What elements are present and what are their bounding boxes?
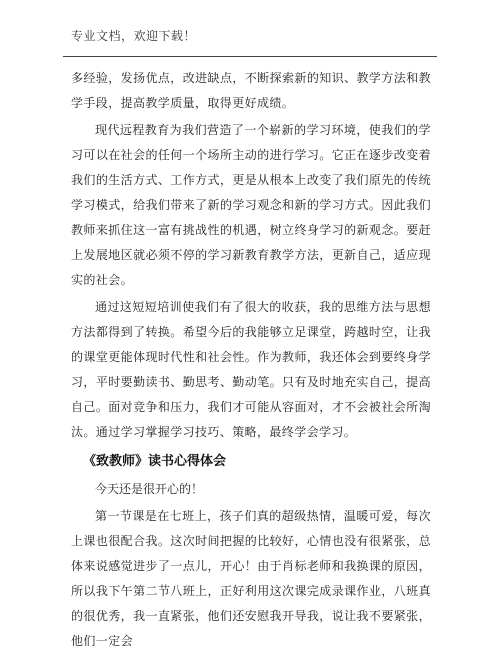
document-body: [71, 66, 431, 656]
section-subtitle: 今天还是很开心的！: [95, 482, 204, 496]
paragraph-3: 通过这短短培训使我们有了很大的收获，我的思维方法与思想方法都得到了转换。希望今后的我能够立足课堂，跨越时空，让我的课堂更能体现时代性和社会性。作为教师，我还体会到要终身学习，平时要勤读书、勤思考、勤动笔。只有及时地充实自己，提高自己。面对竞争和压力，我们才可能从容面对，才不会被社会所淘汰。通过学习掌握学习技巧、策略，最终学会学习。: [71, 300, 431, 439]
paragraph-1: 多经验，发扬优点，改进缺点，不断探索新的知识、教学方法和教学手段，提高教学质量，取得更好成绩。: [71, 71, 431, 110]
header-divider: [63, 56, 437, 57]
paragraph-2: 现代远程教育为我们营造了一个崭新的学习环境，使我们的学习可以在社会的任何一个场所主动的进行学习。它正在逐步改变着我们的生活方式、工作方式，更是从根本上改变了我们原先的传统学习模式，给我们带来了新的学习观念和新的学习方式。因此我们教师来抓住这一富有挑战性的机遇，树立终身学习的新观念。要赶上发展地区就必须不停的学习新教育教学方法，更新自己，适应现实的社会。: [71, 123, 431, 287]
page-header: [0, 0, 500, 62]
section-title: 《致教师》读书心得体会: [83, 454, 227, 469]
paragraph-4: 第一节课是在七班上，孩子们真的超级热情，温暖可爱，每次上课也很配合我。这次时间把握的比较好，心情也没有很紧张，总体来说感觉进步了一点儿，开心！由于肖标老师和我换课的原因，所以我下午第二节八班上，正好利用这次课完成录课作业，八班真的很优秀，我一直紧张，他们还安慰我开导我，说让我不要紧张，他们一定会: [71, 509, 431, 648]
header-text: 专业文档，欢迎下载！: [71, 29, 197, 43]
